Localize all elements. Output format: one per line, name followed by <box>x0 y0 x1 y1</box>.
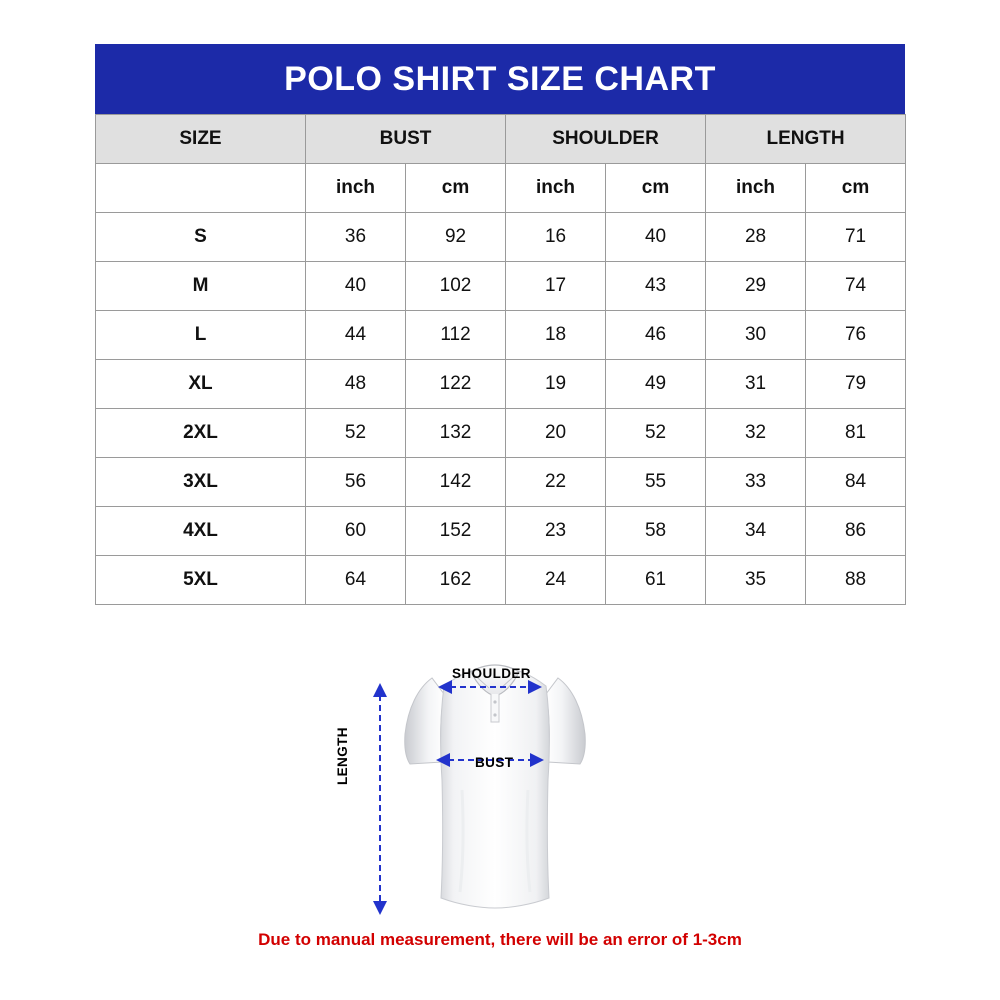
cell-shoulder-inch: 19 <box>506 360 606 409</box>
unit-cell-length-inch: inch <box>706 164 806 213</box>
cell-bust-cm: 142 <box>406 458 506 507</box>
cell-bust-inch: 44 <box>306 311 406 360</box>
cell-shoulder-cm: 61 <box>606 556 706 605</box>
table-row <box>96 213 906 262</box>
column-header-bust: BUST <box>306 115 506 164</box>
cell-bust-cm: 102 <box>406 262 506 311</box>
unit-cell-bust-cm: cm <box>406 164 506 213</box>
cell-bust-inch: 64 <box>306 556 406 605</box>
unit-cell-bust-inch: inch <box>306 164 406 213</box>
cell-length-inch: 31 <box>706 360 806 409</box>
cell-bust-cm: 112 <box>406 311 506 360</box>
cell-size: L <box>96 311 306 360</box>
cell-bust-cm: 152 <box>406 507 506 556</box>
cell-length-inch: 34 <box>706 507 806 556</box>
unit-cell-shoulder-cm: cm <box>606 164 706 213</box>
cell-size: 4XL <box>96 507 306 556</box>
table-row <box>96 556 906 605</box>
bust-label: BUST <box>475 755 514 770</box>
column-header-length: LENGTH <box>706 115 906 164</box>
cell-length-cm: 81 <box>806 409 906 458</box>
cell-shoulder-inch: 22 <box>506 458 606 507</box>
cell-size: 2XL <box>96 409 306 458</box>
cell-size: XL <box>96 360 306 409</box>
cell-bust-inch: 60 <box>306 507 406 556</box>
cell-shoulder-cm: 49 <box>606 360 706 409</box>
cell-bust-cm: 122 <box>406 360 506 409</box>
cell-length-cm: 88 <box>806 556 906 605</box>
cell-length-inch: 30 <box>706 311 806 360</box>
cell-length-cm: 86 <box>806 507 906 556</box>
cell-shoulder-cm: 46 <box>606 311 706 360</box>
table-row <box>96 262 906 311</box>
cell-bust-cm: 92 <box>406 213 506 262</box>
page-title: POLO SHIRT SIZE CHART <box>95 44 905 114</box>
cell-bust-inch: 56 <box>306 458 406 507</box>
length-label: LENGTH <box>335 727 350 785</box>
column-header-size: SIZE <box>96 115 306 164</box>
cell-shoulder-inch: 16 <box>506 213 606 262</box>
cell-shoulder-cm: 40 <box>606 213 706 262</box>
cell-length-inch: 32 <box>706 409 806 458</box>
cell-size: 5XL <box>96 556 306 605</box>
cell-bust-cm: 162 <box>406 556 506 605</box>
cell-size: 3XL <box>96 458 306 507</box>
cell-bust-cm: 132 <box>406 409 506 458</box>
cell-length-inch: 28 <box>706 213 806 262</box>
table-row <box>96 311 906 360</box>
cell-size: S <box>96 213 306 262</box>
table-unit-row <box>96 164 906 213</box>
column-header-shoulder: SHOULDER <box>506 115 706 164</box>
cell-bust-inch: 48 <box>306 360 406 409</box>
table-row <box>96 409 906 458</box>
cell-shoulder-inch: 20 <box>506 409 606 458</box>
unit-cell-blank <box>96 164 306 213</box>
cell-bust-inch: 40 <box>306 262 406 311</box>
cell-bust-inch: 52 <box>306 409 406 458</box>
table-row <box>96 458 906 507</box>
table-row <box>96 360 906 409</box>
cell-shoulder-cm: 55 <box>606 458 706 507</box>
cell-length-inch: 29 <box>706 262 806 311</box>
cell-shoulder-inch: 24 <box>506 556 606 605</box>
cell-length-inch: 35 <box>706 556 806 605</box>
table-row <box>96 507 906 556</box>
cell-shoulder-cm: 58 <box>606 507 706 556</box>
cell-shoulder-inch: 17 <box>506 262 606 311</box>
cell-length-cm: 74 <box>806 262 906 311</box>
cell-length-cm: 71 <box>806 213 906 262</box>
cell-shoulder-cm: 52 <box>606 409 706 458</box>
size-chart-block <box>95 44 905 605</box>
unit-cell-length-cm: cm <box>806 164 906 213</box>
cell-length-cm: 79 <box>806 360 906 409</box>
cell-length-inch: 33 <box>706 458 806 507</box>
cell-size: M <box>96 262 306 311</box>
cell-shoulder-cm: 43 <box>606 262 706 311</box>
measurement-diagram <box>335 630 640 920</box>
cell-shoulder-inch: 18 <box>506 311 606 360</box>
unit-cell-shoulder-inch: inch <box>506 164 606 213</box>
cell-bust-inch: 36 <box>306 213 406 262</box>
cell-length-cm: 84 <box>806 458 906 507</box>
size-chart-table <box>95 114 906 605</box>
table-header-row <box>96 115 906 164</box>
cell-length-cm: 76 <box>806 311 906 360</box>
measurement-note: Due to manual measurement, there will be an error of 1-3cm <box>258 930 742 949</box>
shoulder-label: SHOULDER <box>452 666 531 681</box>
cell-shoulder-inch: 23 <box>506 507 606 556</box>
